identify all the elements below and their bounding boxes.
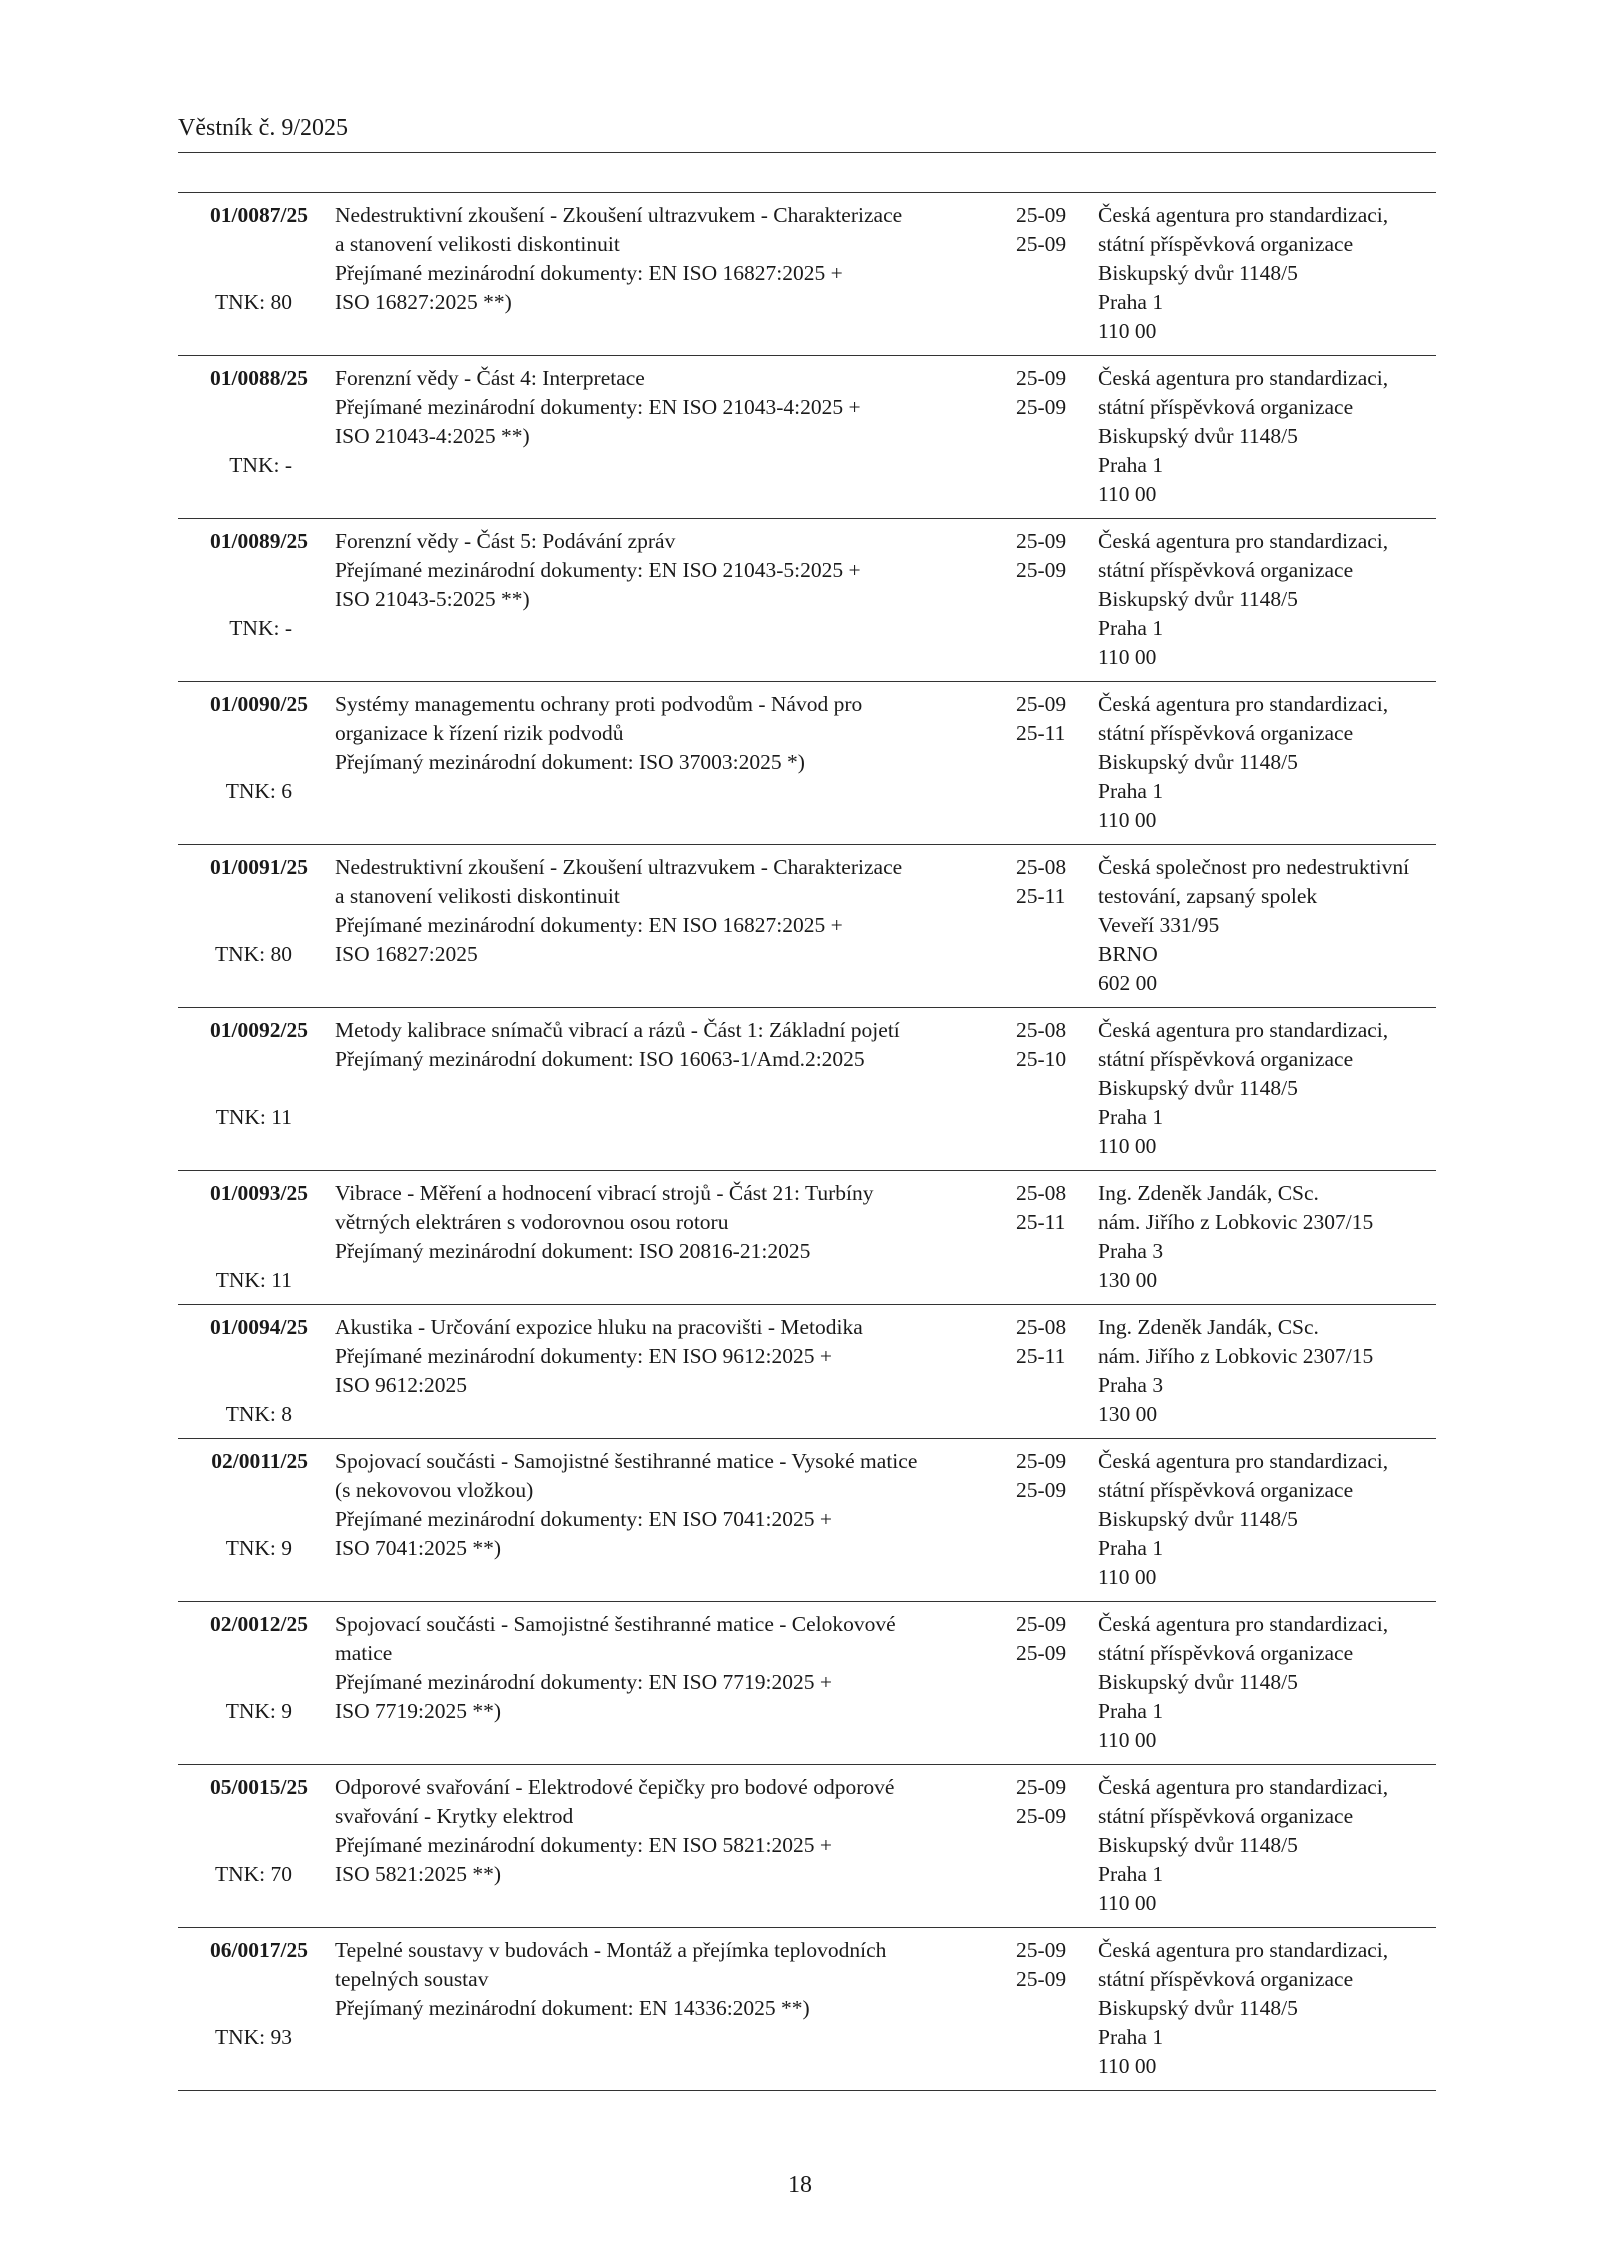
entry-address [1098, 690, 1443, 835]
entry-title [335, 1179, 995, 1266]
entry-address [1098, 853, 1443, 998]
entry-date: 25-09 [1016, 692, 1067, 716]
entry-address-line: státní příspěvková organizace [1098, 1967, 1354, 1991]
entry-number: 01/0090/25 [210, 692, 308, 716]
entry-title-line: Nedestruktivní zkoušení - Zkoušení ultrazvukem - Charakterizace [335, 203, 903, 227]
entry-address-line: 110 00 [1098, 645, 1157, 669]
entry-address-line: Praha 1 [1098, 779, 1164, 803]
entry-dates [1016, 853, 1076, 911]
entry-address-line: 110 00 [1098, 2054, 1157, 2078]
standard-entry [178, 845, 1436, 1008]
entry-title-line: větrných elektráren s vodorovnou osou rotoru [335, 1210, 729, 1234]
entry-title-line: svařování - Krytky elektrod [335, 1804, 574, 1828]
entry-title-line: tepelných soustav [335, 1967, 489, 1991]
entry-date: 25-09 [1016, 1478, 1067, 1502]
entry-address-line: Praha 1 [1098, 1699, 1164, 1723]
entry-number: 01/0092/25 [210, 1018, 308, 1042]
entry-address-line: nám. Jiřího z Lobkovic 2307/15 [1098, 1210, 1374, 1234]
entry-address-line: Česká agentura pro standardizaci, [1098, 1938, 1389, 1962]
standard-entry [178, 356, 1436, 519]
entry-date: 25-10 [1016, 1047, 1067, 1071]
entry-address-line: Česká agentura pro standardizaci, [1098, 1612, 1389, 1636]
entry-title-line: Přejímané mezinárodní dokumenty: EN ISO 5821:2025 + [335, 1833, 832, 1857]
entry-title [335, 1447, 995, 1563]
entry-title-line: Přejímané mezinárodní dokumenty: EN ISO 16827:2025 + [335, 261, 843, 285]
entry-address-line: 110 00 [1098, 1891, 1157, 1915]
entry-title [335, 853, 995, 969]
entry-date: 25-09 [1016, 366, 1067, 390]
bulletin-title: Věstník č. 9/2025 [178, 115, 348, 141]
entry-number: 01/0094/25 [210, 1315, 308, 1339]
entry-address-line: Biskupský dvůr 1148/5 [1098, 1996, 1298, 2020]
entry-address [1098, 1610, 1443, 1755]
entry-number: 05/0015/25 [210, 1775, 308, 1799]
entry-address-line: Biskupský dvůr 1148/5 [1098, 1076, 1298, 1100]
entry-address-line: Biskupský dvůr 1148/5 [1098, 1507, 1298, 1531]
entry-title-line: Odporové svařování - Elektrodové čepičky pro bodové odporové [335, 1775, 895, 1799]
standard-entry [178, 193, 1436, 356]
entry-address-line: Česká agentura pro standardizaci, [1098, 1775, 1389, 1799]
entry-date: 25-08 [1016, 1315, 1067, 1339]
entry-title-line: Spojovací součásti - Samojistné šestihranné matice - Celokovové [335, 1612, 896, 1636]
entry-title-line: Přejímané mezinárodní dokumenty: EN ISO 16827:2025 + [335, 913, 843, 937]
entry-address-line: Biskupský dvůr 1148/5 [1098, 750, 1298, 774]
entry-address-line: Praha 1 [1098, 1862, 1164, 1886]
entry-date: 25-08 [1016, 1018, 1067, 1042]
entry-address-line: Biskupský dvůr 1148/5 [1098, 261, 1298, 285]
entry-tnk: TNK: 93 [214, 2025, 292, 2049]
entry-title [335, 1313, 995, 1400]
entry-address-line: státní příspěvková organizace [1098, 232, 1354, 256]
entry-title-line: a stanovení velikosti diskontinuit [335, 884, 620, 908]
entry-dates [1016, 364, 1076, 422]
standard-entry [178, 1008, 1436, 1171]
entry-address-line: Biskupský dvůr 1148/5 [1098, 424, 1298, 448]
entry-address [1098, 1447, 1443, 1592]
entry-title-line: (s nekovovou vložkou) [335, 1478, 534, 1502]
entry-address-line: státní příspěvková organizace [1098, 1804, 1354, 1828]
entry-number: 01/0088/25 [210, 366, 308, 390]
entry-address-line: Biskupský dvůr 1148/5 [1098, 1670, 1298, 1694]
entry-title-line: Vibrace - Měření a hodnocení vibrací strojů - Část 21: Turbíny [335, 1181, 874, 1205]
entry-tnk: TNK: 11 [215, 1105, 292, 1129]
entry-date: 25-09 [1016, 1775, 1067, 1799]
entry-tnk: TNK: 9 [225, 1699, 292, 1723]
entry-title [335, 1610, 995, 1726]
entry-address-line: Praha 1 [1098, 1536, 1164, 1560]
entry-address-line: BRNO [1098, 942, 1158, 966]
entry-title-line: Přejímaný mezinárodní dokument: ISO 20816-21:2025 [335, 1239, 811, 1263]
entry-title-line: Přejímaný mezinárodní dokument: EN 14336:2025 **) [335, 1996, 810, 2020]
entry-date: 25-08 [1016, 855, 1067, 879]
entry-title-line: Přejímaný mezinárodní dokument: ISO 37003:2025 *) [335, 750, 805, 774]
entry-title-line: ISO 9612:2025 [335, 1373, 467, 1397]
entry-address-line: Praha 1 [1098, 453, 1164, 477]
entry-dates [1016, 1179, 1076, 1237]
entry-date: 25-09 [1016, 203, 1067, 227]
entry-dates [1016, 690, 1076, 748]
entry-title-line: ISO 16827:2025 [335, 942, 478, 966]
entry-title-line: Přejímané mezinárodní dokumenty: EN ISO 9612:2025 + [335, 1344, 832, 1368]
entry-address-line: 110 00 [1098, 808, 1157, 832]
entry-number: 06/0017/25 [210, 1938, 308, 1962]
entry-address [1098, 527, 1443, 672]
entry-title-line: matice [335, 1641, 393, 1665]
entry-address [1098, 1179, 1443, 1295]
entry-title [335, 1936, 995, 2023]
entry-tnk: TNK: - [229, 453, 292, 477]
entry-address-line: 110 00 [1098, 319, 1157, 343]
entry-address-line: Česká agentura pro standardizaci, [1098, 203, 1389, 227]
entry-address-line: Česká agentura pro standardizaci, [1098, 366, 1389, 390]
entry-address [1098, 1773, 1443, 1918]
entry-dates [1016, 527, 1076, 585]
entry-date: 25-09 [1016, 1449, 1067, 1473]
entry-title-line: Akustika - Určování expozice hluku na pracovišti - Metodika [335, 1315, 863, 1339]
entry-address-line: nám. Jiřího z Lobkovic 2307/15 [1098, 1344, 1374, 1368]
entry-title-line: Systémy managementu ochrany proti podvodům - Návod pro [335, 692, 863, 716]
entry-address-line: 130 00 [1098, 1402, 1158, 1426]
page-number: 18 [788, 2172, 812, 2198]
entry-address-line: testování, zapsaný spolek [1098, 884, 1318, 908]
standard-entry [178, 1765, 1436, 1928]
entry-date: 25-09 [1016, 1804, 1067, 1828]
entry-date: 25-09 [1016, 232, 1067, 256]
entry-dates [1016, 1447, 1076, 1505]
entry-number: 02/0012/25 [210, 1612, 308, 1636]
entry-address-line: Praha 1 [1098, 616, 1164, 640]
entry-title-line: Přejímané mezinárodní dokumenty: EN ISO 21043-5:2025 + [335, 558, 861, 582]
entry-address-line: 110 00 [1098, 1728, 1157, 1752]
entry-date: 25-09 [1016, 529, 1067, 553]
entry-address-line: státní příspěvková organizace [1098, 1047, 1354, 1071]
entry-dates [1016, 1016, 1076, 1074]
standard-entry [178, 682, 1436, 845]
entry-address [1098, 201, 1443, 346]
entry-title-line: Přejímané mezinárodní dokumenty: EN ISO 7719:2025 + [335, 1670, 832, 1694]
entry-address [1098, 1936, 1443, 2081]
entry-dates [1016, 201, 1076, 259]
entry-date: 25-11 [1016, 1210, 1066, 1234]
entry-date: 25-09 [1016, 1967, 1067, 1991]
standard-entry [178, 519, 1436, 682]
entry-title [335, 527, 995, 614]
entry-address-line: státní příspěvková organizace [1098, 1478, 1354, 1502]
entry-tnk: TNK: - [229, 616, 292, 640]
entry-number: 02/0011/25 [211, 1449, 308, 1473]
entry-address-line: Ing. Zdeněk Jandák, CSc. [1098, 1181, 1319, 1205]
entry-date: 25-09 [1016, 1612, 1067, 1636]
entry-title [335, 1773, 995, 1889]
entry-date: 25-09 [1016, 558, 1067, 582]
entry-title-line: ISO 7041:2025 **) [335, 1536, 502, 1560]
entry-title-line: Přejímaný mezinárodní dokument: ISO 16063-1/Amd.2:2025 [335, 1047, 865, 1071]
entry-number: 01/0087/25 [210, 203, 308, 227]
entry-address [1098, 1016, 1443, 1161]
standards-list [178, 192, 1436, 2091]
entry-title [335, 201, 995, 317]
entry-address-line: státní příspěvková organizace [1098, 558, 1354, 582]
entry-date: 25-09 [1016, 1938, 1067, 1962]
entry-address-line: 110 00 [1098, 1134, 1157, 1158]
entry-tnk: TNK: 80 [214, 290, 292, 314]
entry-title-line: ISO 7719:2025 **) [335, 1699, 502, 1723]
entry-address-line: Biskupský dvůr 1148/5 [1098, 1833, 1298, 1857]
standard-entry [178, 1171, 1436, 1305]
standard-entry [178, 1928, 1436, 2091]
entry-address-line: Česká agentura pro standardizaci, [1098, 692, 1389, 716]
entry-address-line: Česká agentura pro standardizaci, [1098, 529, 1389, 553]
entry-title-line: Přejímané mezinárodní dokumenty: EN ISO 21043-4:2025 + [335, 395, 861, 419]
entry-title-line: Metody kalibrace snímačů vibrací a rázů - Část 1: Základní pojetí [335, 1018, 900, 1042]
entry-address-line: 110 00 [1098, 1565, 1157, 1589]
standard-entry [178, 1305, 1436, 1439]
entry-address-line: státní příspěvková organizace [1098, 395, 1354, 419]
entry-title-line: Forenzní vědy - Část 4: Interpretace [335, 366, 645, 390]
entry-address-line: Praha 1 [1098, 2025, 1164, 2049]
entry-address-line: Praha 3 [1098, 1239, 1164, 1263]
entry-tnk: TNK: 70 [214, 1862, 292, 1886]
entry-address-line: Česká agentura pro standardizaci, [1098, 1018, 1389, 1042]
entry-address-line: Ing. Zdeněk Jandák, CSc. [1098, 1315, 1319, 1339]
entry-dates [1016, 1313, 1076, 1371]
page-header [178, 112, 1436, 153]
entry-tnk: TNK: 6 [225, 779, 292, 803]
entry-date: 25-11 [1016, 884, 1066, 908]
entry-title-line: ISO 16827:2025 **) [335, 290, 512, 314]
entry-address-line: Praha 1 [1098, 1105, 1164, 1129]
entry-date: 25-11 [1016, 721, 1066, 745]
entry-title-line: ISO 21043-4:2025 **) [335, 424, 530, 448]
entry-address-line: Praha 1 [1098, 290, 1164, 314]
entry-number: 01/0089/25 [210, 529, 308, 553]
entry-date: 25-08 [1016, 1181, 1067, 1205]
entry-address [1098, 1313, 1443, 1429]
entry-address-line: Veveří 331/95 [1098, 913, 1220, 937]
entry-title-line: ISO 21043-5:2025 **) [335, 587, 530, 611]
entry-title-line: organizace k řízení rizik podvodů [335, 721, 624, 745]
entry-address-line: 130 00 [1098, 1268, 1158, 1292]
entry-title [335, 690, 995, 777]
entry-tnk: TNK: 11 [215, 1268, 292, 1292]
entry-title-line: Přejímané mezinárodní dokumenty: EN ISO 7041:2025 + [335, 1507, 832, 1531]
entry-date: 25-09 [1016, 395, 1067, 419]
entry-tnk: TNK: 8 [225, 1402, 292, 1426]
entry-dates [1016, 1610, 1076, 1668]
entry-address-line: Biskupský dvůr 1148/5 [1098, 587, 1298, 611]
entry-date: 25-11 [1016, 1344, 1066, 1368]
entry-address-line: státní příspěvková organizace [1098, 1641, 1354, 1665]
entry-address-line: Praha 3 [1098, 1373, 1164, 1397]
entry-address-line: Česká společnost pro nedestruktivní [1098, 855, 1410, 879]
standard-entry [178, 1439, 1436, 1602]
entry-title-line: a stanovení velikosti diskontinuit [335, 232, 620, 256]
entry-dates [1016, 1773, 1076, 1831]
entry-address-line: 110 00 [1098, 482, 1157, 506]
entry-title-line: Forenzní vědy - Část 5: Podávání zpráv [335, 529, 676, 553]
entry-address [1098, 364, 1443, 509]
entry-title-line: Spojovací součásti - Samojistné šestihranné matice - Vysoké matice [335, 1449, 918, 1473]
entry-number: 01/0091/25 [210, 855, 308, 879]
standard-entry [178, 1602, 1436, 1765]
entry-date: 25-09 [1016, 1641, 1067, 1665]
entry-tnk: TNK: 9 [225, 1536, 292, 1560]
entry-dates [1016, 1936, 1076, 1994]
entry-title-line: Nedestruktivní zkoušení - Zkoušení ultrazvukem - Charakterizace [335, 855, 903, 879]
entry-number: 01/0093/25 [210, 1181, 308, 1205]
entry-address-line: 602 00 [1098, 971, 1158, 995]
entry-tnk: TNK: 80 [214, 942, 292, 966]
entry-title [335, 364, 995, 451]
entry-title [335, 1016, 995, 1074]
entry-title-line: ISO 5821:2025 **) [335, 1862, 502, 1886]
entry-title-line: Tepelné soustavy v budovách - Montáž a přejímka teplovodních [335, 1938, 887, 1962]
entry-address-line: Česká agentura pro standardizaci, [1098, 1449, 1389, 1473]
entry-address-line: státní příspěvková organizace [1098, 721, 1354, 745]
